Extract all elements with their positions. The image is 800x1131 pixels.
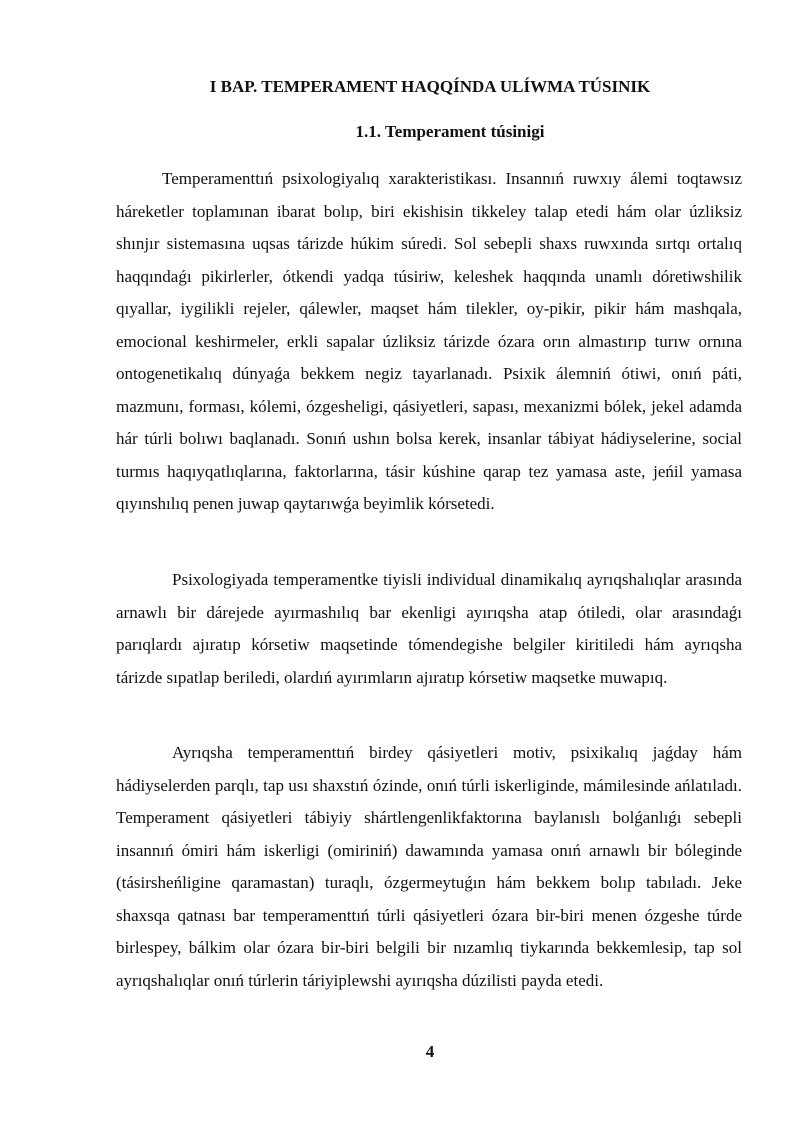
- chapter-title: I BAP. TEMPERAMENT HAQQÍNDA ULÍWMA TÚSINIK: [209, 77, 651, 96]
- paragraph-2: Psixologiyada temperamentke tiyisli individual dinamikalıq ayrıqshalıqlar arasında arnawlı bir dárejede ayırmashılıq bar ekenligi ayırıqsha atap ótiledi, olar arasındaǵı parıqlardı ajıratıp kórsetiw maqsetinde tómendegishe belgiler kiritiledi hám ayrıqsha tárizde sıpatlap beriledi, olardıń ayırımların ajıratıp kórsetiw maqsetke muwapıq.: [116, 570, 742, 687]
- section-title-text: 1.1. Temperament túsinigi: [355, 122, 545, 141]
- page-number: 4: [425, 1042, 435, 1061]
- paragraph-3: Ayrıqsha temperamenttıń birdey qásiyetleri motiv, psixikalıq jaǵday hám hádiyselerden parqlı, tap usı shaxstıń ózinde, onıń túrli iskerliginde, mámilesinde ańlatıladı. Temperament qásiyetleri tábiyiy shártlengenlikfaktorına baylanıslı bolǵanlıǵı sebepli insannıń ómiri hám iskerligi (omiriniń) dawamında yamasa onıń arnawlı bir bóleginde (tásirsheńligine qaramastan) turaqlı, ózgermeytuǵın hám bekkem bolıp tabıladı. Jeke shaxsqa qatnası bar temperamenttıń túrli qásiyetleri ózara bir-biri menen ózgeshe túrde birlespey, bálkim olar ózara bir-biri belgili bir nızamlıq tiykarında bekkemlesip, tap sol ayrıqshalıqlar onıń túrlerin táriyiplewshi ayırıqsha dúzilisti payda etedi.: [116, 743, 742, 990]
- section-title: [0, 121, 800, 143]
- paragraph-1: Temperamenttıń psixologiyalıq xarakteristikası. Insannıń ruwxıy álemi toqtawsız háreketler toplamınan ibarat bolıp, biri ekishisin tikkeley talap etedi hám olar úzliksiz shınjır sistemasına uqsas tárizde húkim súredi. Sol sebepli shaxs ruwxında sırtqı ortalıq haqqındaǵı pikirlerler, ótkendi yadqa túsiriw, keleshek haqqında unamlı dóretiwshilik qıyallar, iygilikli rejeler, qálewler, maqset hám tilekler, oy-pikir, pikir hám mashqala, emocional keshirmeler, erkli sapalar úzliksiz tárizde ózara orın almastırıp turıw ornına ontogenetikalıq dúnyaǵa bekkem negiz tayarlanadı. Psixik álemniń ótiwi, onıń páti, mazmunı, forması, kólemi, ózgesheligi, qásiyetleri, sapası, mexanizmi bólek, jekel adamda hár túrli bolıwı baqlanadı. Sonıń ushın bolsa kerek, insanlar tábiyat hádiyselerine, social turmıs haqıyqatlıqlarına, faktorlarına, tásir kúshine qarap tez yamasa aste, jeńil yamasa qıyınshılıq penen juwap qaytarıwǵa beyimlik kórsetedi.: [116, 169, 742, 513]
